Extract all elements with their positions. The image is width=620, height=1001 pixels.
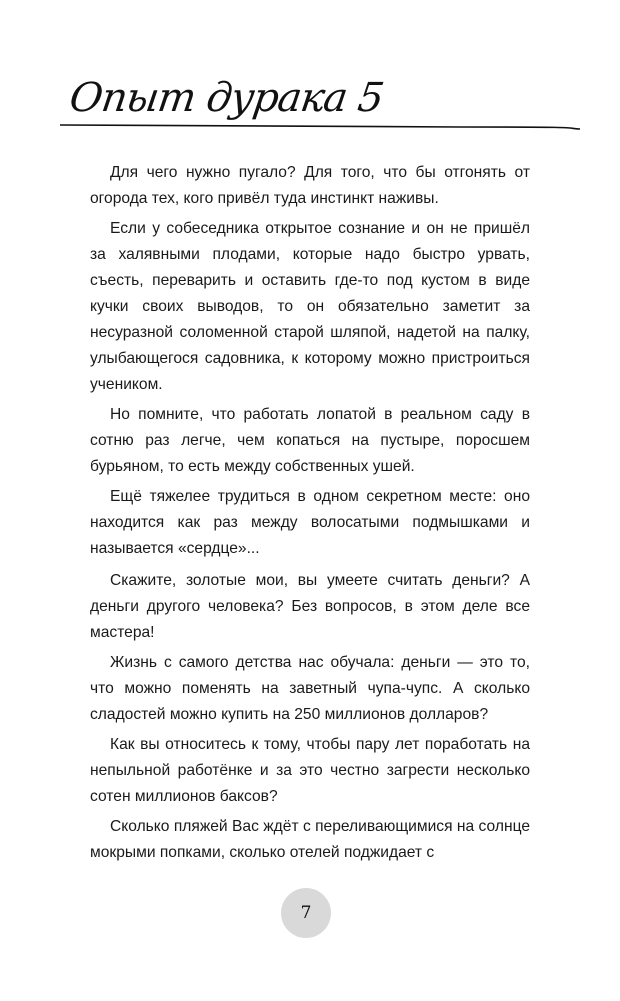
text-section-1 [90, 160, 530, 562]
paragraph-beaches: Сколько пляжей Вас ждёт с переливающимися на солнце мокрыми попками, сколько отелей поджидает с [90, 818, 530, 861]
paragraph-heart: Ещё тяжелее трудиться в одном секретном месте: оно находится как раз между волосатыми подмышками и называется «сердце»... [90, 488, 530, 557]
running-header [0, 60, 620, 140]
text-section-2 [90, 568, 530, 866]
paragraph-shovel: Но помните, что работать лопатой в реальном саду в сотню раз легче, чем копаться на пустыре, поросшем бурьяном, то есть между собственных ушей. [90, 406, 530, 475]
header-rule [60, 122, 580, 132]
paragraph-scarecrow: Для чего нужно пугало? Для того, что бы отгонять от огорода тех, кого привёл туда инстинкт наживы. [90, 164, 530, 207]
page-number: 7 [281, 888, 331, 938]
paragraph-open-mind: Если у собеседника открытое сознание и он не пришёл за халявными плодами, которые надо быстро урвать, съесть, переварить и оставить где-то под кустом в виде кучки своих выводов, то он обязательно заметит за несуразной соломенной старой шляпой, надетой на палку, улыбающегося садовника, к которому можно пристроиться учеником. [90, 220, 530, 393]
paragraph-childhood: Жизнь с самого детства нас обучала: деньги — это то, что можно поменять на заветный чупа-чупс. А сколько сладостей можно купить на 250 миллионов долларов? [90, 654, 530, 723]
paragraph-work: Как вы относитесь к тому, чтобы пару лет поработать на непыльной работёнке и за это честно загрести несколько сотен миллионов баксов? [90, 736, 530, 805]
header-title: Опыт дурака 5 [66, 75, 386, 121]
paragraph-money-count: Скажите, золотые мои, вы умеете считать деньги? А деньги другого человека? Без вопросов, в этом деле все мастера! [90, 572, 530, 641]
